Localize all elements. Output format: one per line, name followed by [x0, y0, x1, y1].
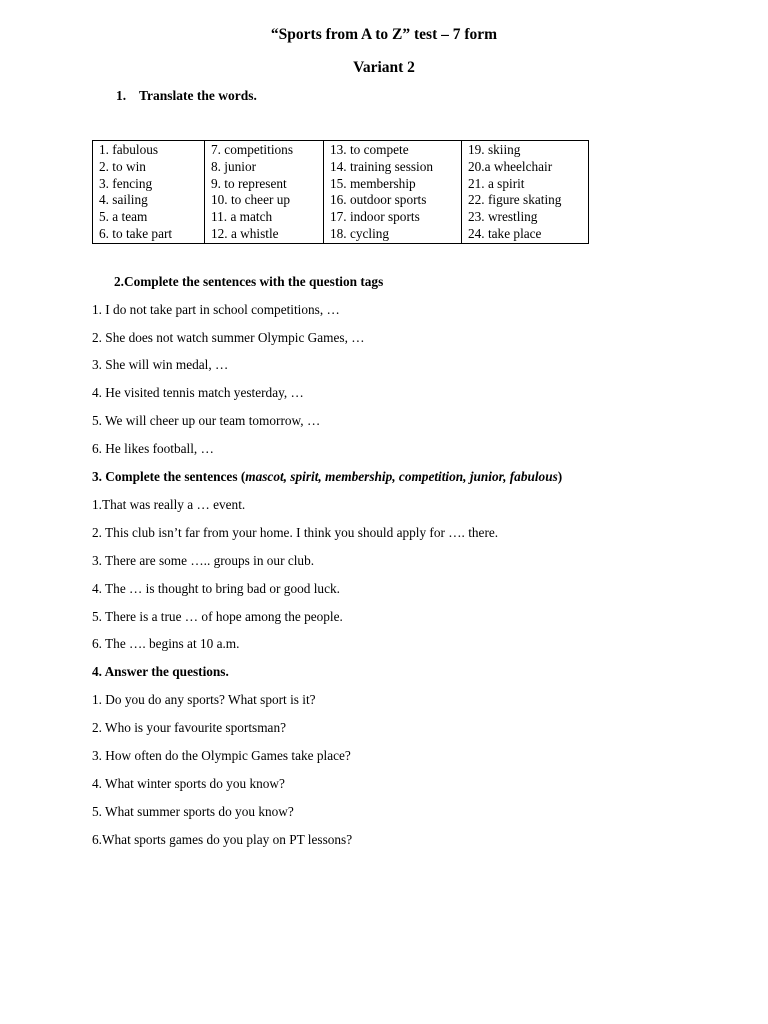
vocabulary-table	[92, 140, 589, 244]
section-3-item: 6. The …. begins at 10 a.m.	[92, 636, 240, 651]
section-3-heading-suffix: )	[557, 469, 563, 484]
section-2-item: 3. She will win medal, …	[92, 357, 229, 372]
section-1-number: 1.	[116, 88, 127, 103]
vocab-word: 22. figure skating	[468, 192, 562, 208]
section-2-item: 2. She does not watch summer Olympic Games, …	[92, 330, 365, 345]
section-2-item: 5. We will cheer up our team tomorrow, …	[92, 413, 321, 428]
vocab-word: 1. fabulous	[99, 142, 159, 157]
vocab-word: 11. a match	[211, 209, 273, 225]
vocab-word: 13. to compete	[330, 142, 409, 157]
section-4-item: 6.What sports games do you play on PT lessons?	[92, 832, 353, 847]
section-4-item: 2. Who is your favourite sportsman?	[92, 720, 286, 735]
section-3-heading	[92, 469, 562, 485]
vocab-word: 16. outdoor sports	[330, 192, 427, 208]
section-4-item: 5. What summer sports do you know?	[92, 804, 294, 819]
vocabulary-table-row	[93, 141, 589, 244]
vocab-word: 17. indoor sports	[330, 209, 420, 225]
section-2-item: 4. He visited tennis match yesterday, …	[92, 385, 304, 400]
section-4-item: 3. How often do the Olympic Games take place?	[92, 748, 351, 763]
vocab-word: 8. junior	[211, 158, 257, 174]
vocab-word: 14. training session	[330, 158, 434, 174]
vocab-word: 24. take place	[468, 225, 542, 241]
vocab-word: 7. competitions	[211, 142, 293, 157]
vocabulary-column-3	[324, 141, 462, 244]
vocab-word: 15. membership	[330, 175, 416, 191]
vocabulary-column-1	[93, 141, 205, 244]
vocab-word: 4. sailing	[99, 192, 148, 208]
section-3-word-bank: mascot, spirit, membership, competition, junior, fabulous	[245, 469, 558, 484]
vocabulary-column-2	[205, 141, 324, 244]
vocab-word: 2. to win	[99, 158, 146, 174]
section-2-item: 1. I do not take part in school competitions, …	[92, 302, 340, 317]
section-4-item: 1. Do you do any sports? What sport is it?	[92, 692, 316, 707]
vocab-word: 19. skiing	[468, 142, 521, 157]
section-4-item: 4. What winter sports do you know?	[92, 776, 285, 791]
section-4-heading: 4. Answer the questions.	[92, 664, 229, 679]
section-3-item: 5. There is a true … of hope among the people.	[92, 609, 343, 624]
vocab-word: 5. a team	[99, 209, 148, 225]
section-2-item: 6. He likes football, …	[92, 441, 214, 456]
section-1-heading	[116, 88, 257, 104]
section-2-heading: 2.Complete the sentences with the question tags	[114, 274, 384, 289]
section-3-item: 3. There are some ….. groups in our club.	[92, 553, 315, 568]
vocab-word: 18. cycling	[330, 225, 390, 241]
vocab-word: 12. a whistle	[211, 225, 279, 241]
variant-label: Variant 2	[353, 59, 415, 76]
vocab-word: 9. to represent	[211, 175, 287, 191]
section-3-item: 2. This club isn’t far from your home. I think you should apply for …. there.	[92, 525, 499, 540]
document-title: “Sports from A to Z” test – 7 form	[270, 26, 498, 43]
section-3-heading-prefix: 3. Complete the sentences (	[92, 469, 246, 484]
vocab-word: 3. fencing	[99, 175, 153, 191]
section-1-title: Translate the words.	[139, 88, 257, 103]
vocab-word: 23. wrestling	[468, 209, 538, 225]
vocabulary-column-4	[462, 141, 589, 244]
vocab-word: 21. a spirit	[468, 175, 525, 191]
vocab-word: 10. to cheer up	[211, 192, 291, 208]
vocab-word: 20.a wheelchair	[468, 158, 553, 174]
section-3-item: 1.That was really a … event.	[92, 497, 246, 512]
section-3-item: 4. The … is thought to bring bad or good luck.	[92, 581, 340, 596]
vocab-word: 6. to take part	[99, 225, 173, 241]
